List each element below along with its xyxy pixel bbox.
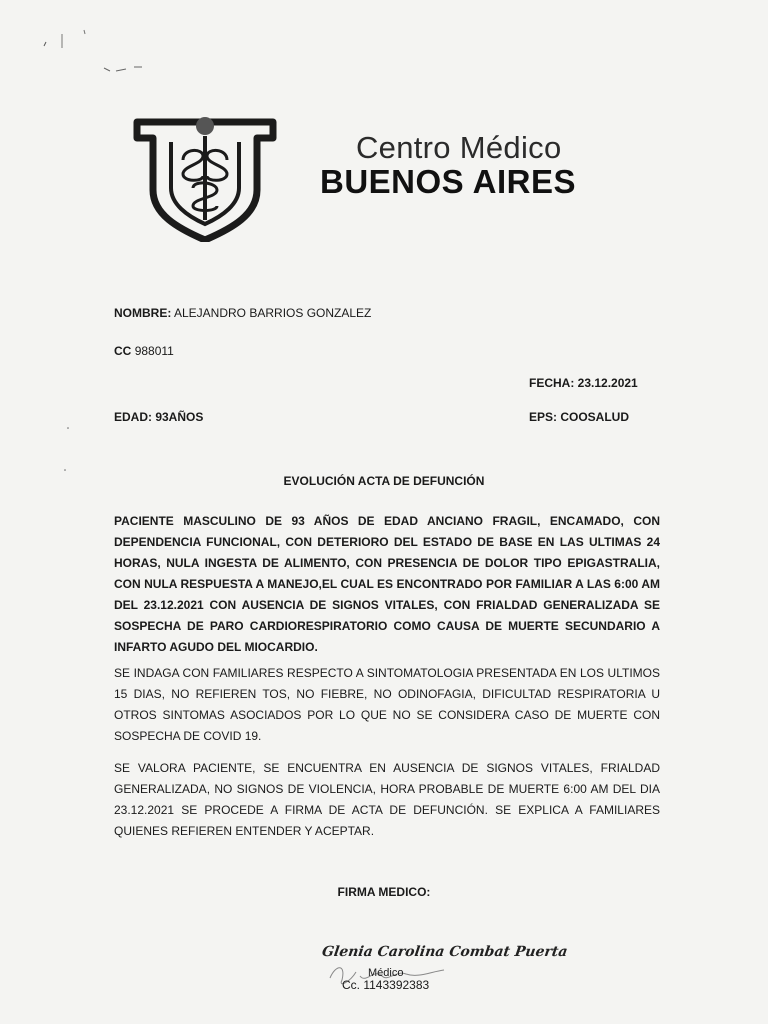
patient-name-field xyxy=(114,306,371,320)
paragraph-assessment: SE VALORA PACIENTE, SE ENCUENTRA EN AUSENCIA DE SIGNOS VITALES, FRIALDAD GENERALIZADA, NO SIGNOS DE VIOLENCIA, HORA PROBABLE DE MUERTE 6:00 AM DEL DIA 23.12.2021 SE PROCEDE A FIRMA DE ACTA DE DEFUNCIÓN. SE EXPLICA A FAMILIARES QUIENES REFIEREN ENTENDER Y ACEPTAR. xyxy=(114,761,660,838)
paragraph-symptom-inquiry: SE INDAGA CON FAMILIARES RESPECTO A SINTOMATOLOGIA PRESENTADA EN LOS ULTIMOS 15 DIAS, NO REFIEREN TOS, NO FIEBRE, NO ODINOFAGIA, DIFICULTAD RESPIRATORIA U OTROS SINTOMAS ASOCIADOS POR LO QUE NO SE CONSIDERA CASO DE MUERTE CON SOSPECHA DE COVID 19. xyxy=(114,666,660,743)
patient-id-field xyxy=(114,344,174,358)
signature-name: Glenia Carolina Combat Puerta xyxy=(320,944,569,960)
signature-id: Cc. 1143392383 xyxy=(342,978,430,992)
eps-field: EPS: COOSALUD xyxy=(529,410,630,424)
signature-label: FIRMA MEDICO: xyxy=(337,885,431,899)
document-title: EVOLUCIÓN ACTA DE DEFUNCIÓN xyxy=(283,474,485,488)
patient-id-value: 988011 xyxy=(134,344,174,358)
patient-name-label: NOMBRE: xyxy=(114,306,172,320)
brand-title: Centro Médico xyxy=(356,130,562,165)
date-field: FECHA: 23.12.2021 xyxy=(529,376,638,390)
paragraph-clinical-summary: PACIENTE MASCULINO DE 93 AÑOS DE EDAD ANCIANO FRAGIL, ENCAMADO, CON DEPENDENCIA FUNCIONAL, CON DETERIORO DEL ESTADO DE BASE EN LAS ULTIMAS 24 HORAS, NULA INGESTA DE ALIMENTO, CON PRESENCIA DE DOLOR TIPO EPIGASTRALIA, CON NULA RESPUESTA A MANEJO,EL CUAL ES ENCONTRADO POR FAMILIAR A LAS 6:00 AM DEL 23.12.2021 CON AUSENCIA DE SIGNOS VITALES, CON FRIALDAD GENERALIZADA SE SOSPECHA DE PARO CARDIORESPIRATORIO COMO CAUSA DE MUERTE SECUNDARIO A INFARTO AGUDO DEL MIOCARDIO. xyxy=(114,514,660,654)
age-field: EDAD: 93AÑOS xyxy=(114,410,204,424)
signature-role: Médico xyxy=(368,967,404,979)
patient-name-value: ALEJANDRO BARRIOS GONZALEZ xyxy=(174,306,372,320)
patient-id-label: CC xyxy=(114,344,132,358)
caduceus-shield-icon xyxy=(133,112,278,242)
brand-subtitle: BUENOS AIRES xyxy=(320,163,576,200)
